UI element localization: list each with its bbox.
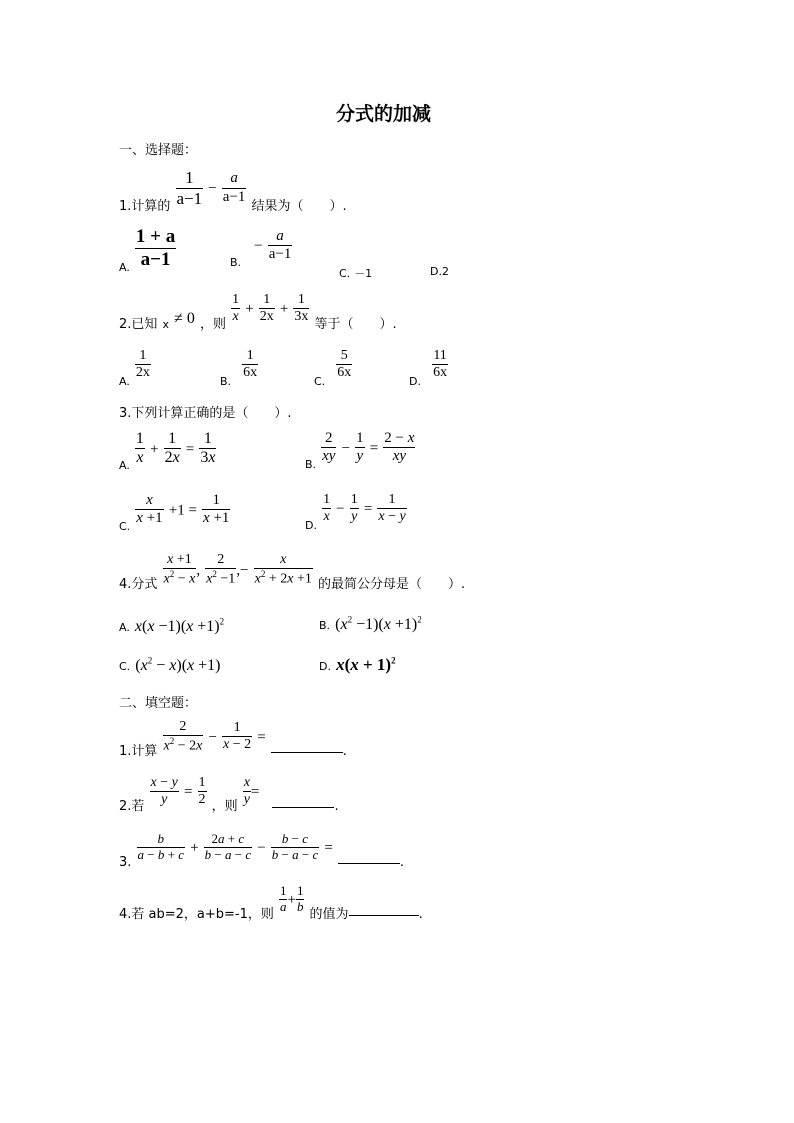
q3-option-d: $_{D.}$ $\frac{1}{x}$ − $\frac{1}{y}$ = $\frac{1}{x - y}$ xyxy=(305,492,406,533)
section-choice-heading: 一、选择题： xyxy=(119,143,198,158)
q1-minus: − xyxy=(208,180,217,197)
q1-prefix: 1.计算的 xyxy=(119,198,171,214)
q1-a-fraction: $\frac{1 + a}{a-1}$ xyxy=(135,226,176,270)
fill-question-1: $_{1.计算}$ $\frac{2}{x^2 - 2x}$ − $\frac{1}{x - 2}$ = $_.$ xyxy=(119,719,347,760)
q2-option-b: $_{B.}$ $\frac{1}{6x}$ xyxy=(220,348,258,389)
q1-fraction-2: $\frac{a}{a-1}$ xyxy=(222,170,246,205)
fill-2-answer-blank[interactable] xyxy=(272,807,334,808)
q2-fraction-1: $\frac{1}{x}$ xyxy=(232,292,240,325)
fill-question-3: $_{3.}$ $\frac{b}{a - b + c}$ + $\frac{2a + c}{b - a - c}$ − $\frac{b - c}{b - a - c}$ = $_.$ xyxy=(119,831,405,870)
q3-option-a: $_{A.}$ $\frac{1}{x}$ + $\frac{1}{2x}$ = $\frac{1}{3x}$ xyxy=(119,430,216,473)
question-2: $_{2.已知}$ $_x$ ≠ 0 $_{,则}$ $\frac{1}{x}$ + $\frac{1}{2x}$ + $\frac{1}{3x}$ $_{等于( ).}$ xyxy=(119,292,397,333)
question-4: $_{4.分式}$ $\frac{x +1}{x^2 - x}$ , $\frac{2}{x^2 -1}$ ,− $\frac{x}{x^2 + 2x +1}$ $_{的最简公分母是( ).}$ xyxy=(119,552,466,593)
q1-option-c: C. －1 xyxy=(339,267,373,280)
q2-option-d: $_{D.}$ $\frac{11}{6x}$ xyxy=(409,348,448,389)
page-title: 分式的加减 xyxy=(336,103,432,125)
q1-option-b: $_{B.}$ − $\frac{a}{a-1}$ xyxy=(230,228,292,270)
q3-option-b: $_{B.}$ $\frac{2}{xy}$ − $\frac{1}{y}$ = $\frac{2 - x}{xy}$ xyxy=(305,430,415,472)
q4-option-d: D. $x(x + 1)^2$ xyxy=(319,655,396,674)
question-1 xyxy=(119,168,347,214)
fill-question-2: $_{2.若}$ $\frac{x - y}{y}$ = $\frac{1}{2}$ $_{,则}$ $\frac{x}{y}$ = $_.$ xyxy=(119,775,339,815)
fill-question-4: $_{4.若 ab=2,a+b=-1,则}$ $\frac{1}{a}$ + $\frac{1}{b}$ $_{的值为}$ $_.$ xyxy=(119,883,423,922)
q1-fraction-1: $\frac{1}{a-1}$ xyxy=(176,168,203,208)
question-3: 3.下列计算正确的是（ ）. xyxy=(119,406,292,421)
q2-fraction-3: $\frac{1}{3x}$ xyxy=(294,292,309,325)
q2-fraction-2: $\frac{1}{2x}$ xyxy=(259,292,274,325)
fill-1-answer-blank[interactable] xyxy=(271,752,343,753)
q1-b-fraction: $\frac{a}{a-1}$ xyxy=(268,228,292,263)
q2-option-c: $_{C.}$ $\frac{5}{6x}$ xyxy=(314,348,352,389)
q4-option-b: B. $(x^2 -1)(x +1)^2$ xyxy=(319,614,422,633)
q1-option-a: $_{A.}$ $\frac{1 + a}{a-1}$ xyxy=(119,226,176,274)
q1-option-d: D.2 xyxy=(430,265,449,278)
q2-option-a: $_{A.}$ $\frac{1}{2x}$ xyxy=(119,348,150,389)
q3-option-c: $_{C.}$ $\frac{x}{x +1}$ +1 = $\frac{1}{x +1}$ xyxy=(119,492,230,534)
q2-condition: ≠ 0 xyxy=(174,310,195,328)
q4-option-c: C. $(x^2 - x)(x +1)$ xyxy=(119,655,221,674)
fill-4-answer-blank[interactable] xyxy=(349,915,419,916)
fill-3-answer-blank[interactable] xyxy=(338,863,400,864)
section-fill-heading: 二、填空题： xyxy=(119,696,198,711)
q1-suffix: 结果为（ ）. xyxy=(251,198,347,214)
q4-option-a: A. $x(x -1)(x +1)^2$ xyxy=(119,616,225,635)
